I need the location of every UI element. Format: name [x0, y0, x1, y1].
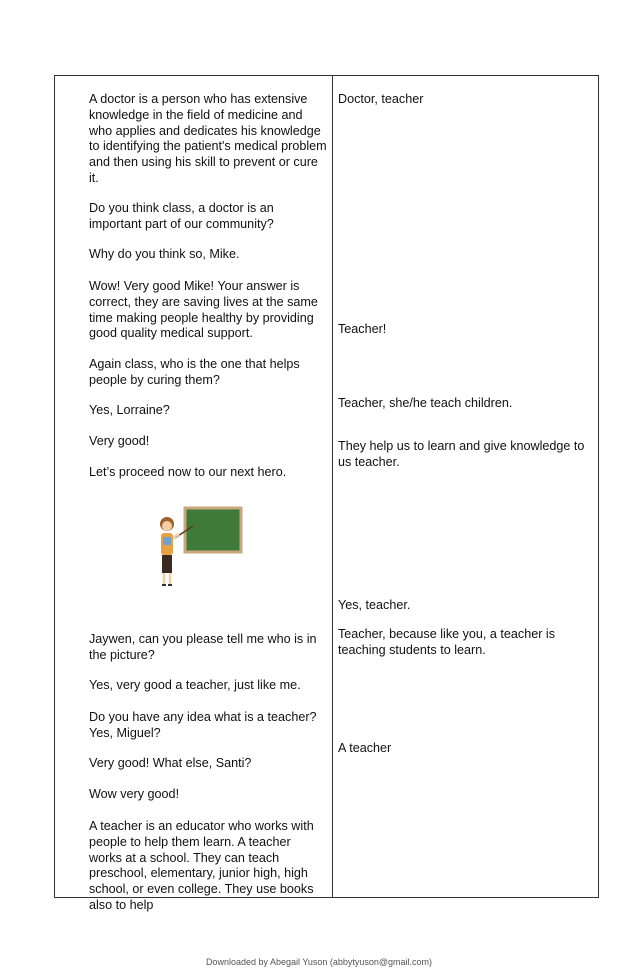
teacher-text-jaywen: Jaywen, can you please tell me who is in the picture? — [89, 632, 317, 662]
teacher-text-definition: A teacher is an educator who works with people to help them learn. A teacher works at a school. They can teach preschool, elementary, junior high, high school, or even college. They use books also to help — [89, 819, 314, 912]
student-text-doctor-teacher: Doctor, teacher — [338, 92, 424, 106]
teacher-text-praise: Wow! Very good Mike! Your answer is correct, they are saving lives at the same time making people healthy by providing good quality medical support. — [89, 279, 318, 341]
teacher-text-question: Do you think class, a doctor is an important part of our community? — [89, 201, 274, 231]
teacher-text-miguel: Do you have any idea what is a teacher? Yes, Miguel? — [89, 710, 317, 740]
column-divider — [332, 76, 333, 897]
student-text-help-learn: They help us to learn and give knowledge to us teacher. — [338, 439, 585, 469]
teacher-text-again: Again class, who is the one that helps people by curing them? — [89, 357, 300, 387]
teacher-text-doctor-definition: A doctor is a person who has extensive knowledge in the field of medicine and who applies and dedicates his knowledge to identifying the patient's medical problem and then using his skill to prevent or cure it. — [89, 92, 327, 185]
teacher-illustration — [141, 504, 251, 594]
teacher-text-very-good: Very good! — [89, 434, 150, 448]
student-text-because: Teacher, because like you, a teacher is teaching students to learn. — [338, 627, 556, 657]
teacher-text-mike: Why do you think so, Mike. — [89, 247, 240, 261]
teacher-text-lorraine: Yes, Lorraine? — [89, 403, 170, 417]
student-text-yes: Yes, teacher. — [338, 598, 411, 612]
lesson-table — [54, 75, 599, 912]
teacher-text-just-like-me: Yes, very good a teacher, just like me. — [89, 678, 301, 692]
teacher-text-next-hero: Let’s proceed now to our next hero. — [89, 465, 287, 479]
student-text-teach-children: Teacher, she/he teach children. — [338, 396, 513, 410]
teacher-text-santi: Very good! What else, Santi? — [89, 756, 252, 770]
student-text-a-teacher: A teacher — [338, 741, 392, 755]
student-text-teacher: Teacher! — [338, 322, 387, 336]
footer-download-note: Downloaded by Abegail Yuson (abbytyuson@gmail.com) — [205, 957, 433, 967]
teacher-text-wow: Wow very good! — [89, 787, 180, 801]
